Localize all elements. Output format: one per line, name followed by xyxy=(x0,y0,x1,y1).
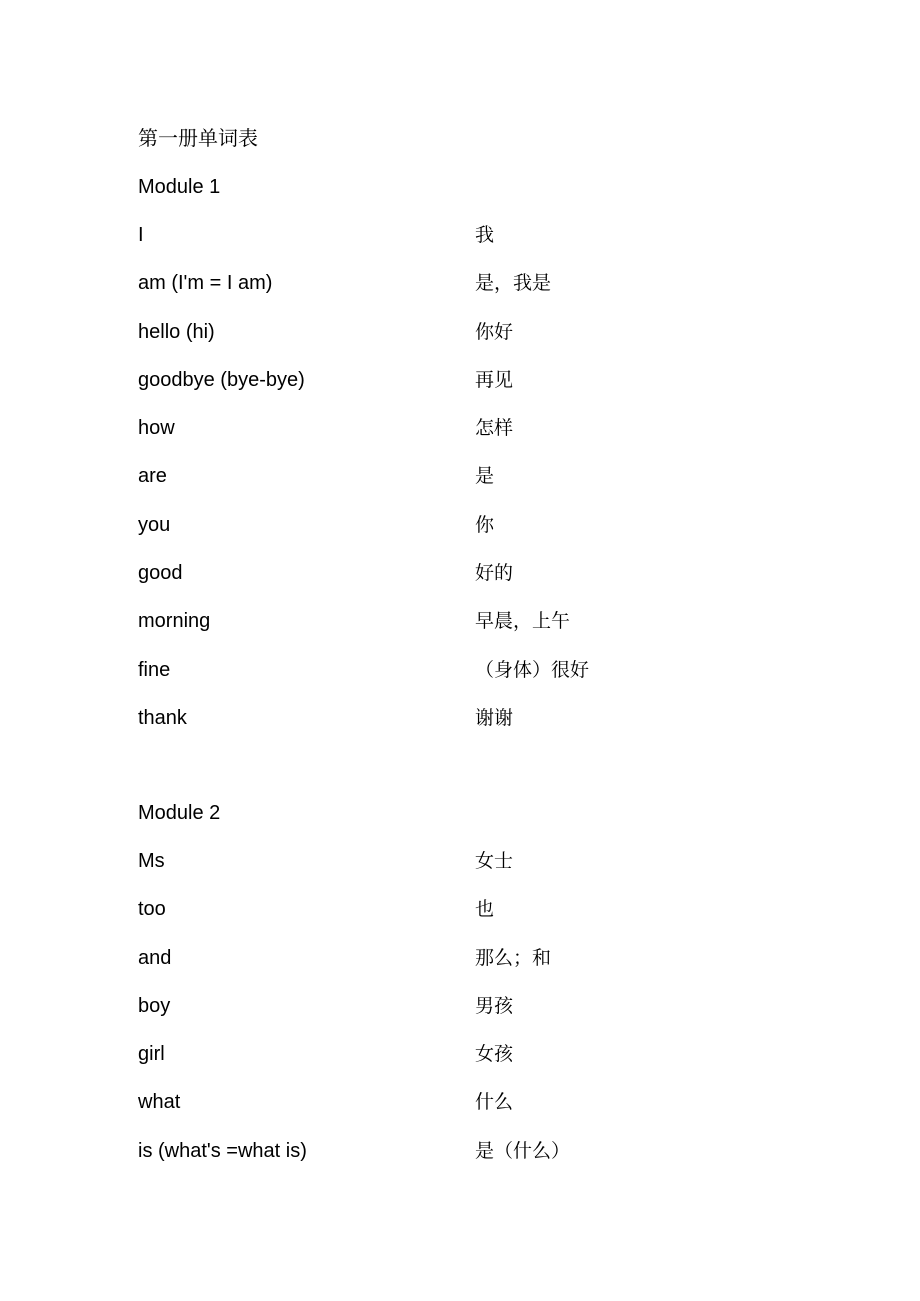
chinese-meaning: 是，我是 xyxy=(475,272,552,295)
english-word: and xyxy=(138,946,172,969)
vocab-entry xyxy=(138,655,838,703)
vocab-entry xyxy=(138,894,838,942)
english-word: are xyxy=(138,465,167,488)
english-word: am (I'm = I am) xyxy=(138,272,273,295)
vocab-entry xyxy=(138,1087,838,1135)
english-word: morning xyxy=(138,610,211,633)
vocab-entry xyxy=(138,1039,838,1087)
vocab-entry xyxy=(138,606,838,654)
english-word: what xyxy=(138,1091,181,1114)
module-1-section xyxy=(138,172,838,751)
vocab-entry xyxy=(138,220,838,268)
english-word: too xyxy=(138,898,166,921)
english-word: fine xyxy=(138,658,171,681)
chinese-meaning: 怎样 xyxy=(475,417,514,440)
english-word: girl xyxy=(138,1043,165,1066)
vocab-entry xyxy=(138,1136,838,1184)
english-word: goodbye (bye-bye) xyxy=(138,368,305,391)
vocab-entry xyxy=(138,510,838,558)
english-word: is (what's =what is) xyxy=(138,1139,307,1162)
vocab-entry xyxy=(138,317,838,365)
english-word: Ms xyxy=(138,850,165,872)
vocab-entry xyxy=(138,943,838,991)
vocab-entry xyxy=(138,991,838,1039)
chinese-meaning: 也 xyxy=(475,898,495,921)
chinese-meaning: 男孩 xyxy=(475,994,514,1017)
chinese-meaning: 再见 xyxy=(475,368,514,391)
english-word: you xyxy=(138,513,171,536)
chinese-meaning: 那么；和 xyxy=(475,946,552,969)
chinese-meaning: 是 xyxy=(475,465,495,488)
english-word: hello (hi) xyxy=(138,320,215,343)
module-2-section xyxy=(138,798,838,1184)
chinese-meaning: 女孩 xyxy=(475,1043,514,1066)
vocab-entry xyxy=(138,461,838,509)
chinese-meaning: 谢谢 xyxy=(475,706,514,729)
chinese-meaning: 我 xyxy=(475,224,495,246)
english-word: thank xyxy=(138,706,187,729)
vocab-entry xyxy=(138,413,838,461)
module-heading: Module 1 xyxy=(138,176,221,198)
chinese-meaning: 女士 xyxy=(475,850,514,872)
chinese-meaning: 你好 xyxy=(475,320,514,343)
vocab-entry xyxy=(138,846,838,894)
chinese-meaning: 早晨，上午 xyxy=(475,610,571,633)
english-word: I xyxy=(138,224,144,246)
chinese-meaning: 你 xyxy=(475,513,495,536)
document-title: 第一册单词表 xyxy=(138,126,258,150)
chinese-meaning: 是（什么） xyxy=(475,1139,571,1162)
english-word: good xyxy=(138,562,183,585)
chinese-meaning: （身体）很好 xyxy=(475,658,590,681)
vocab-entry xyxy=(138,558,838,606)
vocab-entry xyxy=(138,703,838,751)
english-word: boy xyxy=(138,994,171,1017)
module-heading: Module 2 xyxy=(138,802,221,824)
vocab-entry xyxy=(138,268,838,316)
chinese-meaning: 什么 xyxy=(475,1091,514,1114)
chinese-meaning: 好的 xyxy=(475,562,514,585)
vocab-entry xyxy=(138,365,838,413)
english-word: how xyxy=(138,417,175,440)
